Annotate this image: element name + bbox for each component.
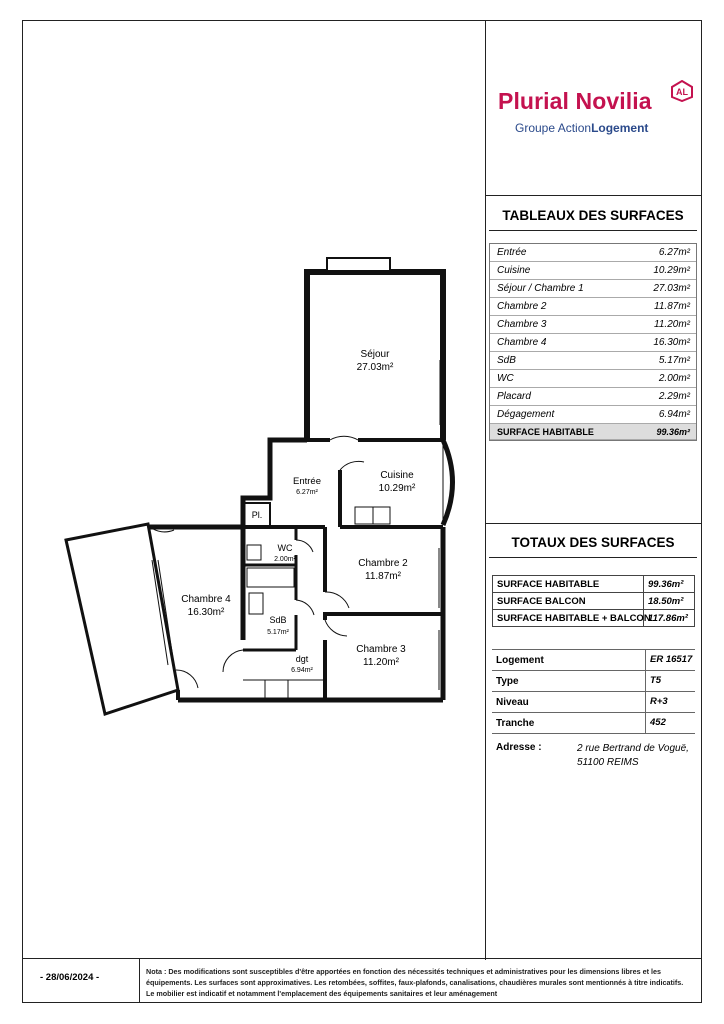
- table-row: [492, 650, 695, 671]
- row-label: SURFACE HABITABLE + BALCON: [497, 613, 651, 624]
- room-label-dgt: dgt: [295, 654, 309, 664]
- total-row: [490, 424, 696, 440]
- table-row: [490, 352, 696, 370]
- table-row: [490, 262, 696, 280]
- room-area-entree: 6.27m²: [296, 489, 318, 496]
- surfaces-table-title: TABLEAUX DES SURFACES: [502, 208, 684, 223]
- sejour-door-arc: [330, 436, 358, 440]
- row-label: Cuisine: [497, 265, 531, 276]
- row-label: SURFACE HABITABLE: [497, 579, 600, 590]
- row-value: 117.86m²: [648, 613, 688, 624]
- row-value: 2.29m²: [658, 391, 690, 402]
- tables-divider: [485, 523, 702, 524]
- total-value: 99.36m²: [656, 427, 690, 437]
- table-row: [492, 713, 695, 734]
- room-area-wc: 2.00m²: [274, 556, 296, 563]
- row-value: 5.17m²: [658, 355, 690, 366]
- brand-logo: [498, 88, 698, 135]
- brand-name: Plurial Novilia: [498, 88, 652, 114]
- totals-title-rule: [489, 557, 697, 558]
- surfaces-table: [489, 243, 697, 441]
- table-row: [493, 593, 694, 610]
- footer-date-divider: [139, 958, 140, 1003]
- row-value: 99.36m²: [648, 579, 684, 590]
- table-row: [490, 316, 696, 334]
- bathroom-sink: [249, 593, 263, 614]
- address-value: [577, 742, 689, 770]
- wc-toilet: [247, 545, 261, 560]
- row-label: Entrée: [497, 247, 527, 258]
- sidebar-divider: [485, 20, 486, 960]
- room-area-chambre4: 16.30m²: [187, 607, 225, 618]
- row-label: SdB: [497, 355, 516, 366]
- bathtub: [247, 568, 294, 587]
- brand-group-prefix: Groupe Action: [515, 121, 592, 135]
- dgt-door-arc: [223, 650, 243, 672]
- row-label: Logement: [496, 655, 544, 666]
- address-label: Adresse :: [496, 742, 542, 753]
- brand-badge-text: AL: [676, 87, 688, 97]
- chambre3-door-arc: [325, 620, 347, 636]
- chambre4-walls: [148, 527, 243, 640]
- row-value: 27.03m²: [653, 283, 690, 294]
- row-value: T5: [650, 675, 662, 686]
- footer-note: Nota : Des modifications sont susceptibles d'être apportées en fonction des nécessités techniques et administratives pour les dimensions libres et les équipements. Les surfaces sont approximatives. Les retombées, soffites, faux-plafonds, canalisations, chaudières murales sont mentionnés à titre indicatifs. Le mobilier est indicatif et notamment l'emplacement des équipements sanitaires et leur aménagement: [146, 967, 684, 998]
- room-area-chambre2: 11.87m²: [365, 571, 401, 582]
- row-value: R+3: [650, 696, 668, 707]
- row-label: WC: [497, 373, 514, 384]
- room-area-chambre3: 11.20m²: [363, 657, 399, 668]
- room-label-chambre3: Chambre 3: [356, 644, 406, 655]
- row-label: Chambre 2: [497, 301, 547, 312]
- row-label: Dégagement: [497, 409, 555, 420]
- table-row: [490, 244, 696, 262]
- room-area-cuisine: 10.29m²: [378, 483, 416, 494]
- room-label-placard: Pl.: [251, 510, 263, 520]
- footer-divider: [22, 958, 702, 959]
- room-label-sejour: Séjour: [360, 349, 390, 360]
- chambre2-door-arc: [325, 592, 349, 608]
- logo-divider: [485, 195, 702, 196]
- surfaces-title-rule: [489, 230, 697, 231]
- floor-plan: [0, 0, 485, 740]
- row-label: Chambre 4: [497, 337, 547, 348]
- room-label-chambre2: Chambre 2: [358, 558, 408, 569]
- table-row: [493, 576, 694, 593]
- row-value: ER 16517: [650, 654, 693, 665]
- table-row: [490, 298, 696, 316]
- table-row: [490, 370, 696, 388]
- room-label-cuisine: Cuisine: [380, 470, 414, 481]
- room-area-sdb: 5.17m²: [267, 629, 289, 636]
- row-label: Séjour / Chambre 1: [497, 283, 584, 294]
- row-label: Type: [496, 676, 519, 687]
- row-label: Chambre 3: [497, 319, 547, 330]
- brand-group: [515, 121, 698, 135]
- row-value: 18.50m²: [648, 596, 684, 607]
- totals-table: [492, 575, 695, 627]
- row-value: 6.94m²: [658, 409, 690, 420]
- table-row: [490, 280, 696, 298]
- table-row: [490, 388, 696, 406]
- room-area-sejour: 27.03m²: [356, 362, 394, 373]
- room-area-dgt: 6.94m²: [291, 667, 313, 674]
- row-value: 6.27m²: [658, 247, 690, 258]
- table-row: [492, 692, 695, 713]
- wc-door-arc: [296, 540, 313, 552]
- totals-title: TOTAUX DES SURFACES: [511, 535, 675, 550]
- address-line1: 2 rue Bertrand de Voguë,: [577, 743, 689, 754]
- brand-group-suffix: Logement: [591, 121, 649, 135]
- sdb-door-arc: [296, 600, 314, 615]
- table-row: [490, 406, 696, 424]
- kitchen-bay-wall: [443, 440, 453, 525]
- row-value: 11.87m²: [654, 301, 690, 312]
- room-label-sdb: SdB: [269, 615, 287, 625]
- row-label: Tranche: [496, 718, 535, 729]
- row-label: Niveau: [496, 697, 529, 708]
- brand-badge-icon: [671, 80, 693, 102]
- room-label-chambre4: Chambre 4: [181, 594, 231, 605]
- kitchen-door-arc: [340, 461, 364, 470]
- sejour-balcony-rail: [327, 258, 390, 271]
- row-value: 452: [650, 717, 666, 728]
- row-label: SURFACE BALCON: [497, 596, 586, 607]
- table-row: [493, 610, 694, 626]
- row-value: 16.30m²: [653, 337, 690, 348]
- row-value: 10.29m²: [653, 265, 690, 276]
- row-value: 2.00m²: [658, 373, 690, 384]
- address-line2: 51100 REIMS: [577, 757, 639, 768]
- room-label-entree: Entrée: [293, 476, 321, 487]
- total-label: SURFACE HABITABLE: [497, 427, 594, 437]
- row-label: Placard: [497, 391, 531, 402]
- table-row: [490, 334, 696, 352]
- row-value: 11.20m²: [654, 319, 690, 330]
- document-date: - 28/06/2024 -: [40, 972, 100, 983]
- table-row: [492, 671, 695, 692]
- lot-info-table: [492, 649, 695, 734]
- room-label-wc: WC: [277, 543, 293, 553]
